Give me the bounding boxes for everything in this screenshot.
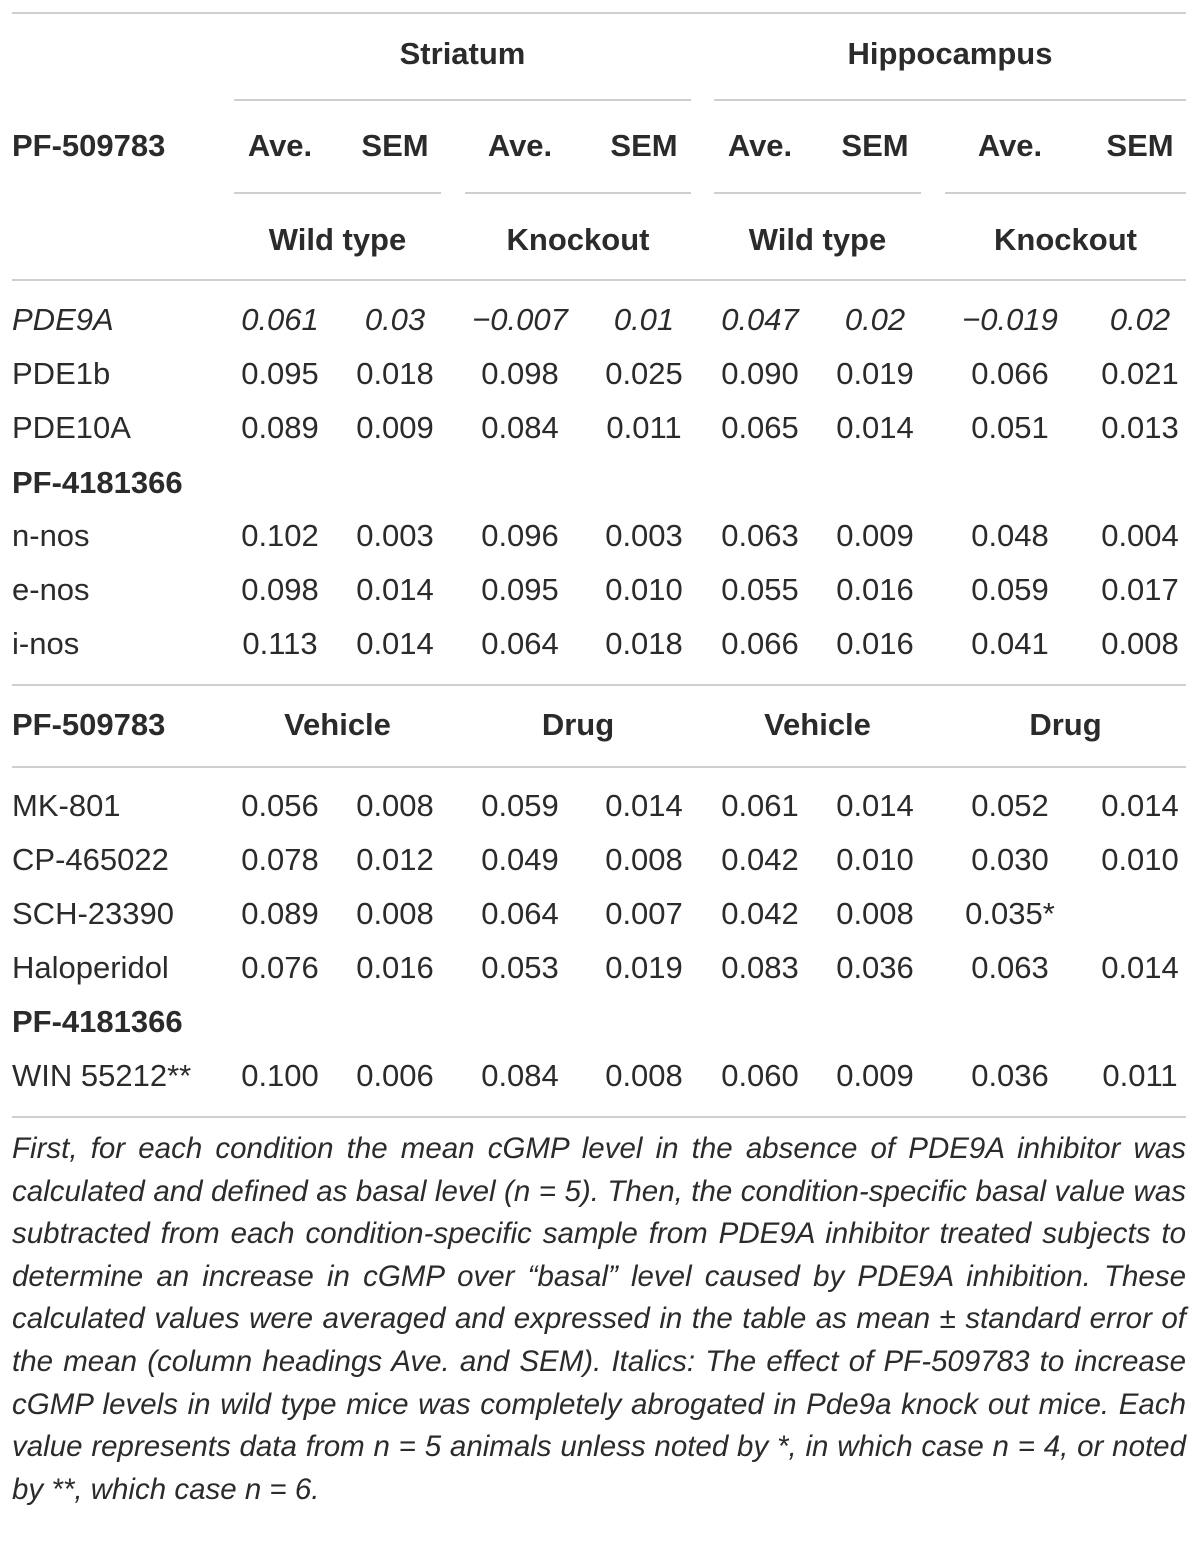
table-cell: 0.083 bbox=[721, 950, 799, 985]
table-cell: 0.030 bbox=[971, 842, 1049, 877]
table-cell: 0.095 bbox=[241, 356, 319, 391]
table-cell: 0.035* bbox=[965, 896, 1055, 931]
condition-header: Drug bbox=[1029, 707, 1102, 742]
table-cell: 0.014 bbox=[1101, 788, 1179, 823]
section1-subheader: PF-4181366 bbox=[12, 465, 183, 500]
table-cell: 0.018 bbox=[605, 626, 683, 661]
condition-header: Vehicle bbox=[764, 707, 871, 742]
table-cell: 0.036 bbox=[971, 1058, 1049, 1093]
table-cell: 0.089 bbox=[241, 896, 319, 931]
section2-subheader: PF-4181366 bbox=[12, 1004, 183, 1039]
table-cell: 0.003 bbox=[605, 518, 683, 553]
genotype-header: Knockout bbox=[994, 222, 1137, 257]
table-cell: 0.090 bbox=[721, 356, 799, 391]
table-cell: 0.014 bbox=[836, 788, 914, 823]
table-cell: 0.009 bbox=[836, 518, 914, 553]
table-cell: 0.014 bbox=[605, 788, 683, 823]
table-cell: 0.010 bbox=[836, 842, 914, 877]
table-cell: 0.053 bbox=[481, 950, 559, 985]
table-cell: 0.049 bbox=[481, 842, 559, 877]
table-cell: 0.060 bbox=[721, 1058, 799, 1093]
table-cell: 0.008 bbox=[356, 896, 434, 931]
stat-col-header: Ave. bbox=[247, 128, 313, 163]
table-cell: −0.019 bbox=[962, 302, 1058, 337]
row-name: CP-465022 bbox=[12, 842, 169, 877]
table-cell: 0.048 bbox=[971, 518, 1049, 553]
table-cell: 0.014 bbox=[356, 572, 434, 607]
row-name: WIN 55212** bbox=[12, 1058, 192, 1093]
row-name: PDE9A bbox=[12, 302, 114, 337]
table-cell: 0.059 bbox=[971, 572, 1049, 607]
table-cell: 0.014 bbox=[356, 626, 434, 661]
table-cell: 0.113 bbox=[242, 626, 318, 661]
table-cell: 0.066 bbox=[971, 356, 1049, 391]
table-cell: 0.02 bbox=[1109, 302, 1171, 337]
table-caption: First, for each condition the mean cGMP level in the absence of PDE9A inhibitor was calculated and defined as basal level (n = 5). Then, the condition-specific basal value was subtracted from each condition-specific sample from PDE9A inhibitor treated subjects to determine an increase in cGMP over “basal” level caused by PDE9A inhibition. These calculated values were averaged and expressed in the table as mean ± standard error of the mean (column headings Ave. and SEM). Italics: The effect of PF-509783 to increase cGMP levels in wild type mice was completely abrogated in Pde9a knock out mice. Each value represents data from n = 5 animals unless noted by *, in which case n = 4, or noted by **, which case n = 6. bbox=[12, 1132, 1186, 1506]
table-cell: 0.056 bbox=[241, 788, 319, 823]
table-cell: 0.095 bbox=[481, 572, 559, 607]
table-cell: 0.084 bbox=[481, 410, 559, 445]
table-cell: 0.008 bbox=[1101, 626, 1179, 661]
table-cell: 0.066 bbox=[721, 626, 799, 661]
table-cell: 0.100 bbox=[241, 1058, 319, 1093]
table-cell: 0.014 bbox=[836, 410, 914, 445]
table-cell: 0.016 bbox=[836, 572, 914, 607]
table-cell: 0.078 bbox=[241, 842, 319, 877]
condition-header: Drug bbox=[541, 707, 615, 742]
table-cell: 0.008 bbox=[836, 896, 914, 931]
table-cell: 0.007 bbox=[605, 896, 683, 931]
stat-col-header: SEM bbox=[841, 128, 909, 163]
table-cell: 0.036 bbox=[836, 950, 914, 985]
table-cell: 0.041 bbox=[971, 626, 1049, 661]
table-cell: 0.009 bbox=[356, 410, 434, 445]
table-cell: 0.019 bbox=[605, 950, 683, 985]
table-cell: 0.061 bbox=[241, 302, 319, 337]
table-cell: 0.042 bbox=[721, 842, 799, 877]
table-cell: 0.065 bbox=[721, 410, 799, 445]
table-cell: 0.010 bbox=[1101, 842, 1179, 877]
genotype-header: Knockout bbox=[506, 222, 650, 257]
table-cell: 0.016 bbox=[836, 626, 914, 661]
ko-striatum-rule bbox=[465, 192, 691, 194]
table-cell: 0.061 bbox=[721, 788, 799, 823]
wt-hippocampus-rule bbox=[714, 192, 921, 194]
row-name: MK-801 bbox=[12, 788, 121, 823]
hippocampus-rule bbox=[714, 99, 1186, 101]
table-cell: 0.010 bbox=[605, 572, 683, 607]
genotype-header: Wild type bbox=[268, 222, 407, 257]
table-cell: 0.076 bbox=[241, 950, 319, 985]
table-cell: 0.063 bbox=[971, 950, 1049, 985]
stat-col-header: Ave. bbox=[977, 128, 1043, 163]
table-bottom-rule bbox=[12, 1116, 1186, 1118]
table-cell: 0.059 bbox=[481, 788, 559, 823]
table-cell: 0.02 bbox=[844, 302, 906, 337]
table-cell: 0.089 bbox=[241, 410, 319, 445]
table-cell: 0.008 bbox=[605, 842, 683, 877]
group-header-hippocampus: Hippocampus bbox=[847, 36, 1053, 71]
table-cell: 0.064 bbox=[481, 896, 559, 931]
table-cell: 0.025 bbox=[605, 356, 683, 391]
table-cell: 0.011 bbox=[606, 410, 682, 445]
table-cell: 0.064 bbox=[481, 626, 559, 661]
stat-col-header: SEM bbox=[1106, 128, 1174, 163]
row-name: PDE1b bbox=[12, 356, 111, 391]
table-cell: −0.007 bbox=[472, 302, 568, 337]
stat-col-header: SEM bbox=[610, 128, 678, 163]
top-rule bbox=[12, 12, 1186, 14]
row-name: SCH-23390 bbox=[12, 896, 174, 931]
row-name: i-nos bbox=[12, 626, 80, 661]
condition-header: Vehicle bbox=[284, 707, 391, 742]
table-cell: 0.012 bbox=[356, 842, 434, 877]
table-cell: 0.021 bbox=[1101, 356, 1179, 391]
table-cell: 0.008 bbox=[356, 788, 434, 823]
wt-striatum-rule bbox=[234, 192, 441, 194]
table-cell: 0.03 bbox=[364, 302, 426, 337]
table-cell: 0.014 bbox=[1101, 950, 1179, 985]
table-cell: 0.055 bbox=[721, 572, 799, 607]
table-cell: 0.004 bbox=[1101, 518, 1179, 553]
table-cell: 0.008 bbox=[605, 1058, 683, 1093]
table-cell: 0.047 bbox=[721, 302, 799, 337]
table-cell: 0.006 bbox=[356, 1058, 434, 1093]
table-cell: 0.051 bbox=[971, 410, 1049, 445]
stat-col-header: Ave. bbox=[727, 128, 793, 163]
genotype-header: Wild type bbox=[748, 222, 887, 257]
table-cell: 0.019 bbox=[836, 356, 914, 391]
table-cell: 0.003 bbox=[356, 518, 434, 553]
striatum-rule bbox=[234, 99, 691, 101]
stat-col-header: SEM bbox=[361, 128, 429, 163]
table-cell: 0.098 bbox=[481, 356, 559, 391]
row-name: e-nos bbox=[12, 572, 90, 607]
row-name: Haloperidol bbox=[12, 950, 169, 985]
table-cell: 0.018 bbox=[356, 356, 434, 391]
table-cell: 0.042 bbox=[721, 896, 799, 931]
row-label-header: PF-509783 bbox=[12, 128, 166, 163]
ko-hippocampus-rule bbox=[945, 192, 1186, 194]
stat-col-header: Ave. bbox=[487, 128, 553, 163]
row-name: PDE10A bbox=[12, 410, 131, 445]
group-header-striatum: Striatum bbox=[399, 36, 526, 71]
table-cell: 0.098 bbox=[241, 572, 319, 607]
table-cell: 0.013 bbox=[1101, 410, 1179, 445]
table-cell: 0.052 bbox=[971, 788, 1049, 823]
section2-label: PF-509783 bbox=[12, 707, 166, 742]
row-name: n-nos bbox=[12, 518, 90, 553]
table-cell: 0.01 bbox=[613, 302, 675, 337]
table-cell: 0.009 bbox=[836, 1058, 914, 1093]
header-bottom-rule bbox=[12, 279, 1186, 281]
table-cell: 0.016 bbox=[356, 950, 434, 985]
table-cell: 0.102 bbox=[241, 518, 319, 553]
table-cell: 0.017 bbox=[1101, 572, 1179, 607]
table-cell: 0.084 bbox=[481, 1058, 559, 1093]
table-cell: 0.011 bbox=[1102, 1058, 1178, 1093]
section-rule bbox=[12, 684, 1186, 686]
table-cell: 0.096 bbox=[481, 518, 559, 553]
section2-header-rule bbox=[12, 766, 1186, 768]
table-cell: 0.063 bbox=[721, 518, 799, 553]
